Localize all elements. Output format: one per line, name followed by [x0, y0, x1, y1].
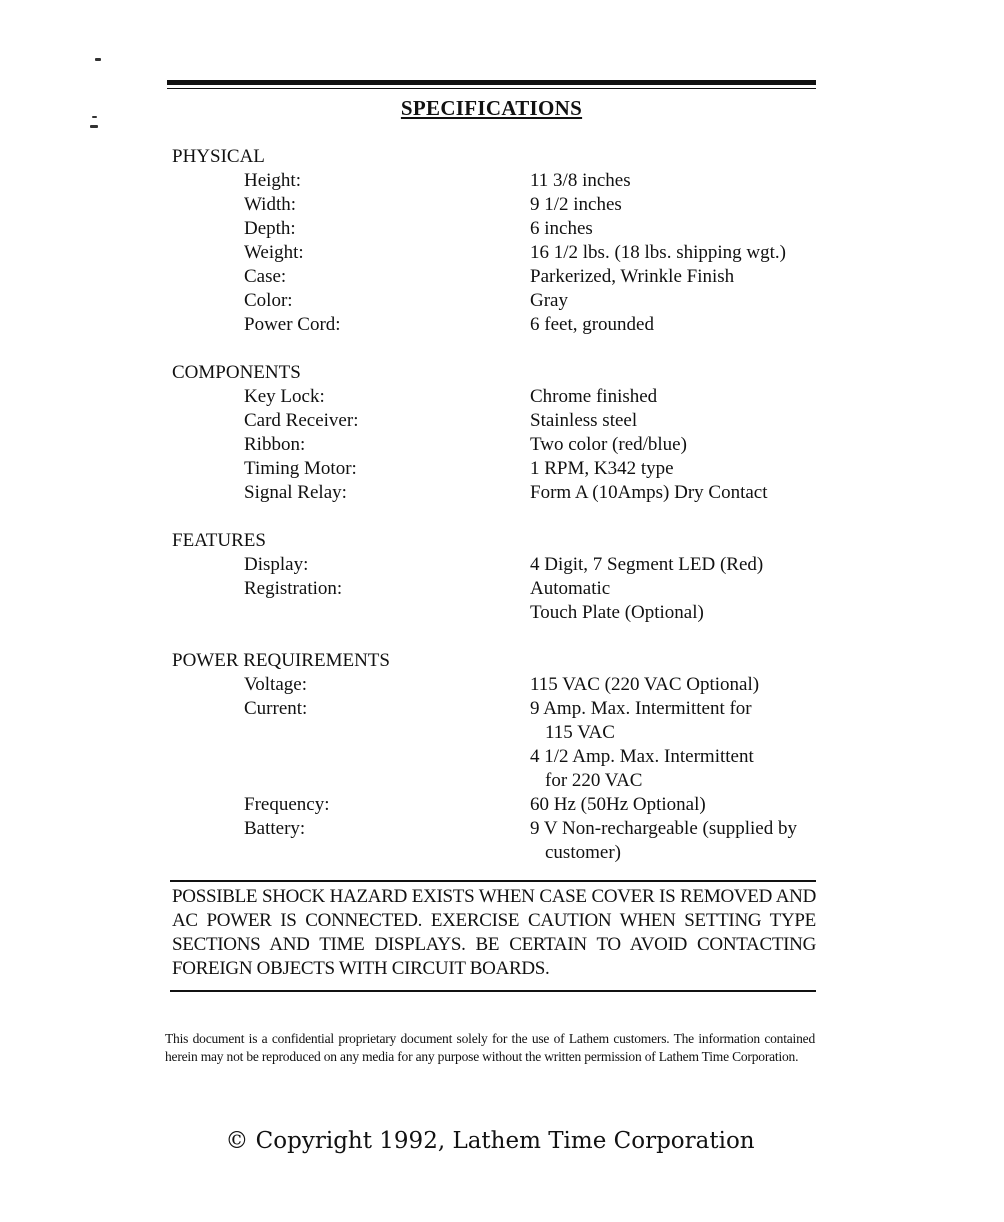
warning-rule-bottom — [170, 990, 816, 992]
spec-values — [530, 553, 822, 577]
spec-values — [530, 481, 822, 505]
spec-label: Depth: — [244, 218, 296, 239]
spec-label: Card Receiver: — [244, 410, 359, 431]
spec-value: 4 Digit, 7 Segment LED (Red) — [530, 554, 764, 575]
scan-speck — [90, 125, 98, 128]
specifications-list — [172, 145, 822, 889]
spec-label: Display: — [244, 554, 309, 575]
spec-values — [530, 169, 822, 193]
spec-values — [530, 457, 822, 481]
spec-value: 4 1/2 Amp. Max. Intermittent — [530, 746, 754, 767]
spec-row — [172, 313, 822, 337]
spec-row — [172, 481, 822, 505]
spec-label: Width: — [244, 194, 297, 215]
spec-value: 16 1/2 lbs. (18 lbs. shipping wgt.) — [530, 242, 786, 263]
spec-label: Color: — [244, 290, 293, 311]
spec-value: Parkerized, Wrinkle Finish — [530, 266, 735, 287]
spec-row — [172, 793, 822, 817]
spec-label: Power Cord: — [244, 314, 341, 335]
spec-label: Timing Motor: — [244, 458, 357, 479]
spec-value: 6 inches — [530, 218, 593, 239]
header-rule-thick — [167, 80, 816, 85]
spec-label: Case: — [244, 266, 287, 287]
spec-value: 9 V Non-rechargeable (supplied by — [530, 818, 797, 839]
spec-label: Current: — [244, 698, 308, 719]
spec-value: 115 VAC (220 VAC Optional) — [530, 674, 760, 695]
warning-rule-top — [170, 880, 816, 882]
spec-value: customer) — [545, 842, 621, 863]
page-title: SPECIFICATIONS — [400, 96, 583, 120]
spec-row — [172, 217, 822, 241]
spec-value: 9 Amp. Max. Intermittent for — [530, 698, 752, 719]
spec-value: 115 VAC — [545, 722, 615, 743]
confidentiality-notice: This document is a confidential proprietary document solely for the use of Lathem customers. The information contained herein may not be reproduced on any media for any purpose without the written permission of Lathem Time Corporation. — [165, 1031, 815, 1064]
spec-label: Registration: — [244, 578, 343, 599]
spec-value: 6 feet, grounded — [530, 314, 654, 335]
section-heading: POWER REQUIREMENTS — [172, 650, 390, 671]
spec-values — [530, 577, 822, 625]
spec-section — [172, 649, 822, 865]
header-rule-thin — [167, 88, 816, 89]
scan-speck — [92, 116, 97, 118]
spec-row — [172, 457, 822, 481]
spec-value: Touch Plate (Optional) — [530, 602, 704, 623]
spec-value: 60 Hz (50Hz Optional) — [530, 794, 706, 815]
spec-row — [172, 673, 822, 697]
spec-row — [172, 433, 822, 457]
spec-value: Stainless steel — [530, 410, 638, 431]
section-heading: COMPONENTS — [172, 362, 301, 383]
spec-row — [172, 193, 822, 217]
spec-values — [530, 193, 822, 217]
spec-value: Gray — [530, 290, 568, 311]
spec-label: Key Lock: — [244, 386, 325, 407]
spec-value: 9 1/2 inches — [530, 194, 622, 215]
spec-row — [172, 265, 822, 289]
spec-value: 11 3/8 inches — [530, 170, 631, 191]
spec-section — [172, 529, 822, 625]
spec-row — [172, 169, 822, 193]
spec-value: Two color (red/blue) — [530, 434, 687, 455]
spec-label: Signal Relay: — [244, 482, 347, 503]
spec-values — [530, 385, 822, 409]
spec-row — [172, 409, 822, 433]
spec-label: Battery: — [244, 818, 306, 839]
spec-values — [530, 265, 822, 289]
spec-label: Voltage: — [244, 674, 307, 695]
spec-values — [530, 289, 822, 313]
spec-row — [172, 241, 822, 265]
spec-section — [172, 145, 822, 337]
spec-value: Automatic — [530, 578, 611, 599]
spec-row — [172, 553, 822, 577]
spec-values — [530, 697, 822, 793]
spec-label: Ribbon: — [244, 434, 306, 455]
spec-row — [172, 577, 822, 625]
spec-values — [530, 793, 822, 817]
spec-values — [530, 217, 822, 241]
spec-values — [530, 313, 822, 337]
shock-hazard-warning: POSSIBLE SHOCK HAZARD EXISTS WHEN CASE COVER IS REMOVED AND AC POWER IS CONNECTED. EXERCISE CAUTION WHEN SETTING TYPE SECTIONS AND TIME DISPLAYS. BE CERTAIN TO AVOID CONTACTING FOREIGN OBJECTS WITH CIRCUIT BOARDS. — [172, 886, 816, 979]
spec-section — [172, 361, 822, 505]
section-heading: PHYSICAL — [172, 146, 265, 167]
spec-row — [172, 289, 822, 313]
spec-values — [530, 817, 822, 865]
spec-row — [172, 385, 822, 409]
spec-values — [530, 673, 822, 697]
section-heading: FEATURES — [172, 530, 266, 551]
spec-values — [530, 409, 822, 433]
spec-label: Frequency: — [244, 794, 330, 815]
spec-value: Form A (10Amps) Dry Contact — [530, 482, 768, 503]
spec-label: Weight: — [244, 242, 304, 263]
spec-values — [530, 433, 822, 457]
spec-row — [172, 817, 822, 865]
spec-row — [172, 697, 822, 793]
spec-value: for 220 VAC — [545, 770, 643, 791]
spec-value: 1 RPM, K342 type — [530, 458, 674, 479]
spec-values — [530, 241, 822, 265]
scan-speck — [95, 58, 101, 61]
copyright-line: © Copyright 1992, Lathem Time Corporation — [225, 1128, 755, 1154]
spec-label: Height: — [244, 170, 301, 191]
spec-value: Chrome finished — [530, 386, 658, 407]
